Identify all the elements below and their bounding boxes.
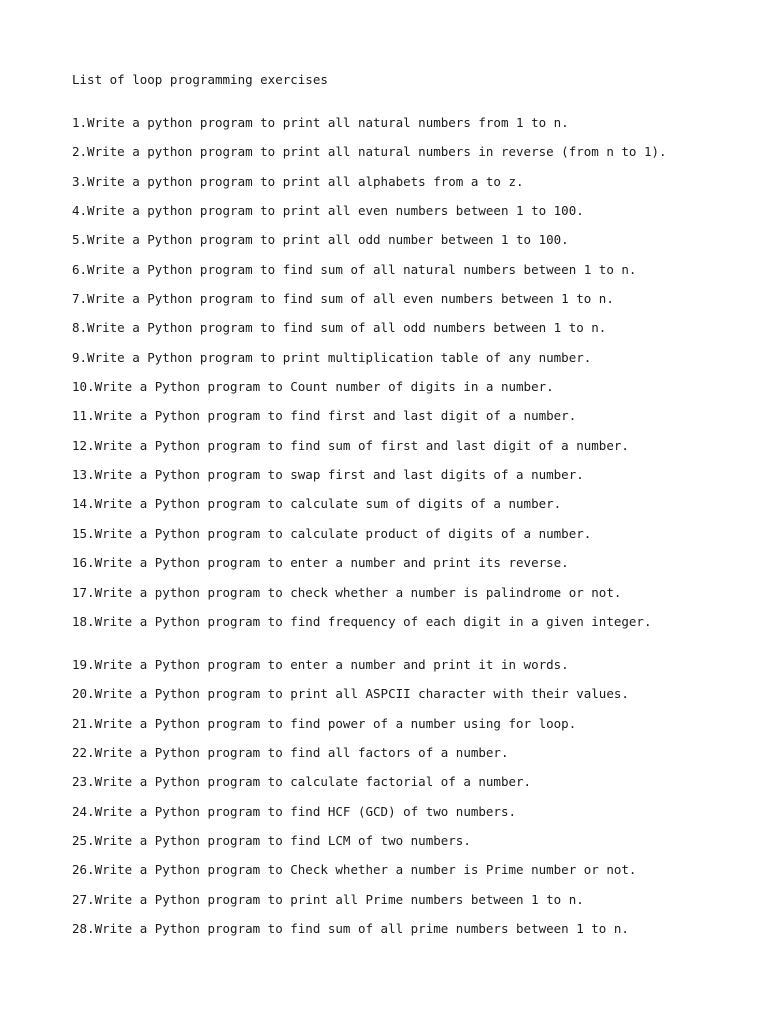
exercise-item: 28.Write a Python program to find sum of all prime numbers between 1 to n. <box>72 920 629 936</box>
exercise-item: 11.Write a Python program to find first and last digit of a number. <box>72 408 577 424</box>
exercise-item: 17.Write a python program to check whether a number is palindrome or not. <box>72 584 622 600</box>
exercise-item: 27.Write a Python program to print all Prime numbers between 1 to n. <box>72 891 584 907</box>
exercise-item: 16.Write a Python program to enter a number and print its reverse. <box>72 555 569 571</box>
exercise-item: 5.Write a Python program to print all odd number between 1 to 100. <box>72 232 569 248</box>
exercise-item: 9.Write a Python program to print multiplication table of any number. <box>72 349 592 365</box>
exercise-item: 20.Write a Python program to print all ASPCII character with their values. <box>72 686 629 702</box>
exercise-item: 7.Write a Python program to find sum of all even numbers between 1 to n. <box>72 291 614 307</box>
exercise-item: 25.Write a Python program to find LCM of two numbers. <box>72 832 471 848</box>
exercise-item: 21.Write a Python program to find power of a number using for loop. <box>72 715 577 731</box>
exercise-item: 22.Write a Python program to find all factors of a number. <box>72 744 509 760</box>
exercise-item: 4.Write a python program to print all even numbers between 1 to 100. <box>72 203 584 219</box>
exercise-item: 14.Write a Python program to calculate sum of digits of a number. <box>72 496 562 512</box>
exercise-list <box>72 115 667 950</box>
exercise-item: 1.Write a python program to print all natural numbers from 1 to n. <box>72 115 569 130</box>
exercise-item: 15.Write a Python program to calculate product of digits of a number. <box>72 525 592 541</box>
exercise-item: 26.Write a Python program to Check whether a number is Prime number or not. <box>72 862 637 878</box>
exercise-item: 2.Write a python program to print all natural numbers in reverse (from n to 1). <box>72 144 667 160</box>
exercise-item: 6.Write a Python program to find sum of all natural numbers between 1 to n. <box>72 261 637 277</box>
exercise-item: 24.Write a Python program to find HCF (GCD) of two numbers. <box>72 803 517 819</box>
exercise-item: 23.Write a Python program to calculate factorial of a number. <box>72 774 532 790</box>
exercise-item: 8.Write a Python program to find sum of all odd numbers between 1 to n. <box>72 320 607 336</box>
document-title: List of loop programming exercises <box>72 72 328 87</box>
exercise-item: 18.Write a Python program to find frequency of each digit in a given integer. <box>72 613 652 629</box>
exercise-item: 19.Write a Python program to enter a number and print it in words. <box>72 656 569 672</box>
exercise-item: 12.Write a Python program to find sum of first and last digit of a number. <box>72 437 629 453</box>
exercise-item: 3.Write a python program to print all alphabets from a to z. <box>72 173 524 189</box>
exercise-item: 13.Write a Python program to swap first and last digits of a number. <box>72 467 584 483</box>
exercise-item: 10.Write a Python program to Count number of digits in a number. <box>72 379 554 395</box>
